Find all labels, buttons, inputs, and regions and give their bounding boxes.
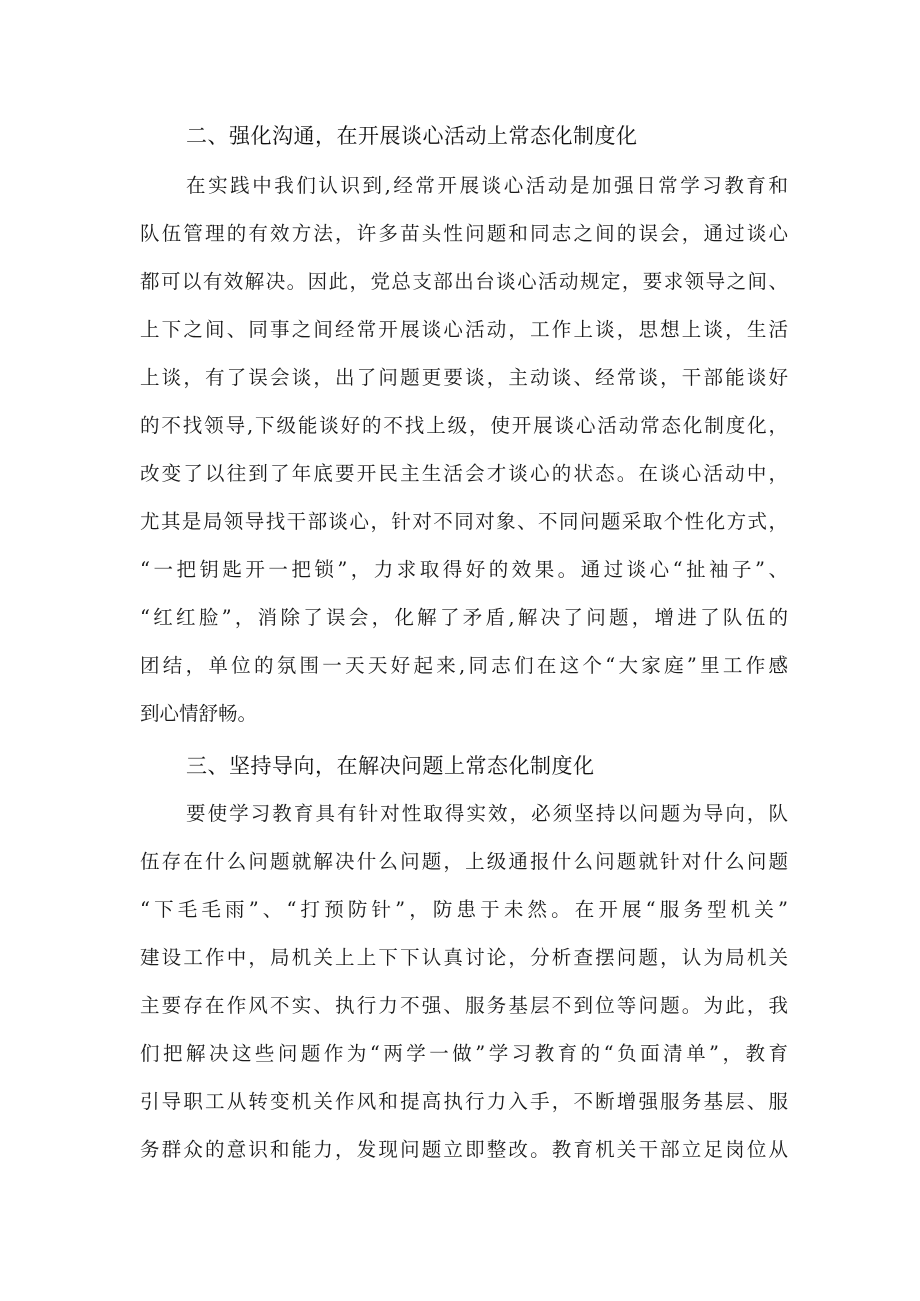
section-2-line-11: 团结，单位的氛围一天天好起来,同志们在这个“大家庭”里工作感 xyxy=(140,654,788,677)
section-3-heading: 三、坚持导向，在解决问题上常态化制度化 xyxy=(186,754,595,778)
section-3-line-2: 伍存在什么问题就解决什么问题，上级通报什么问题就针对什么问题 xyxy=(140,850,788,873)
section-3-line-5: 主要存在作风不实、执行力不强、服务基层不到位等问题。为此，我 xyxy=(140,994,788,1017)
section-3-line-7: 引导职工从转变机关作风和提高执行力入手，不断增强服务基层、服 xyxy=(140,1090,788,1113)
section-2-line-3: 都可以有效解决。因此，党总支部出台谈心活动规定，要求领导之间、 xyxy=(140,270,788,293)
section-2-heading: 二、强化沟通，在开展谈心活动上常态化制度化 xyxy=(186,124,638,148)
section-2-line-9: “一把钥匙开一把锁”，力求取得好的效果。通过谈心“扯袖子”、 xyxy=(140,558,788,581)
section-2-line-8: 尤其是局领导找干部谈心，针对不同对象、不同问题采取个性化方式， xyxy=(140,510,788,533)
section-2-line-6: 的不找领导,下级能谈好的不找上级，使开展谈心活动常态化制度化， xyxy=(140,414,788,437)
section-2-line-4: 上下之间、同事之间经常开展谈心活动，工作上谈，思想上谈，生活 xyxy=(140,318,788,341)
section-3-line-4: 建设工作中，局机关上上下下认真讨论，分析查摆问题，认为局机关 xyxy=(140,946,788,969)
section-3-line-1: 要使学习教育具有针对性取得实效，必须坚持以问题为导向，队 xyxy=(186,802,788,825)
section-2-line-5: 上谈，有了误会谈，出了问题更要谈，主动谈、经常谈，干部能谈好 xyxy=(140,366,788,389)
section-3-line-8: 务群众的意识和能力，发现问题立即整改。教育机关干部立足岗位从 xyxy=(140,1138,788,1161)
section-3-line-3: “下毛毛雨”、“打预防针”，防患于未然。在开展“服务型机关” xyxy=(140,898,788,921)
section-2-line-7: 改变了以往到了年底要开民主生活会才谈心的状态。在谈心活动中， xyxy=(140,462,788,485)
section-2-line-12: 到心情舒畅。 xyxy=(140,702,258,725)
section-2-line-1: 在实践中我们认识到,经常开展谈心活动是加强日常学习教育和 xyxy=(186,174,788,197)
section-2-line-2: 队伍管理的有效方法，许多苗头性问题和同志之间的误会，通过谈心 xyxy=(140,222,788,245)
section-3-line-6: 们把解决这些问题作为“两学一做”学习教育的“负面清单”，教育 xyxy=(140,1042,788,1065)
section-2-line-10: “红红脸”，消除了误会，化解了矛盾,解决了问题，增进了队伍的 xyxy=(140,606,788,629)
